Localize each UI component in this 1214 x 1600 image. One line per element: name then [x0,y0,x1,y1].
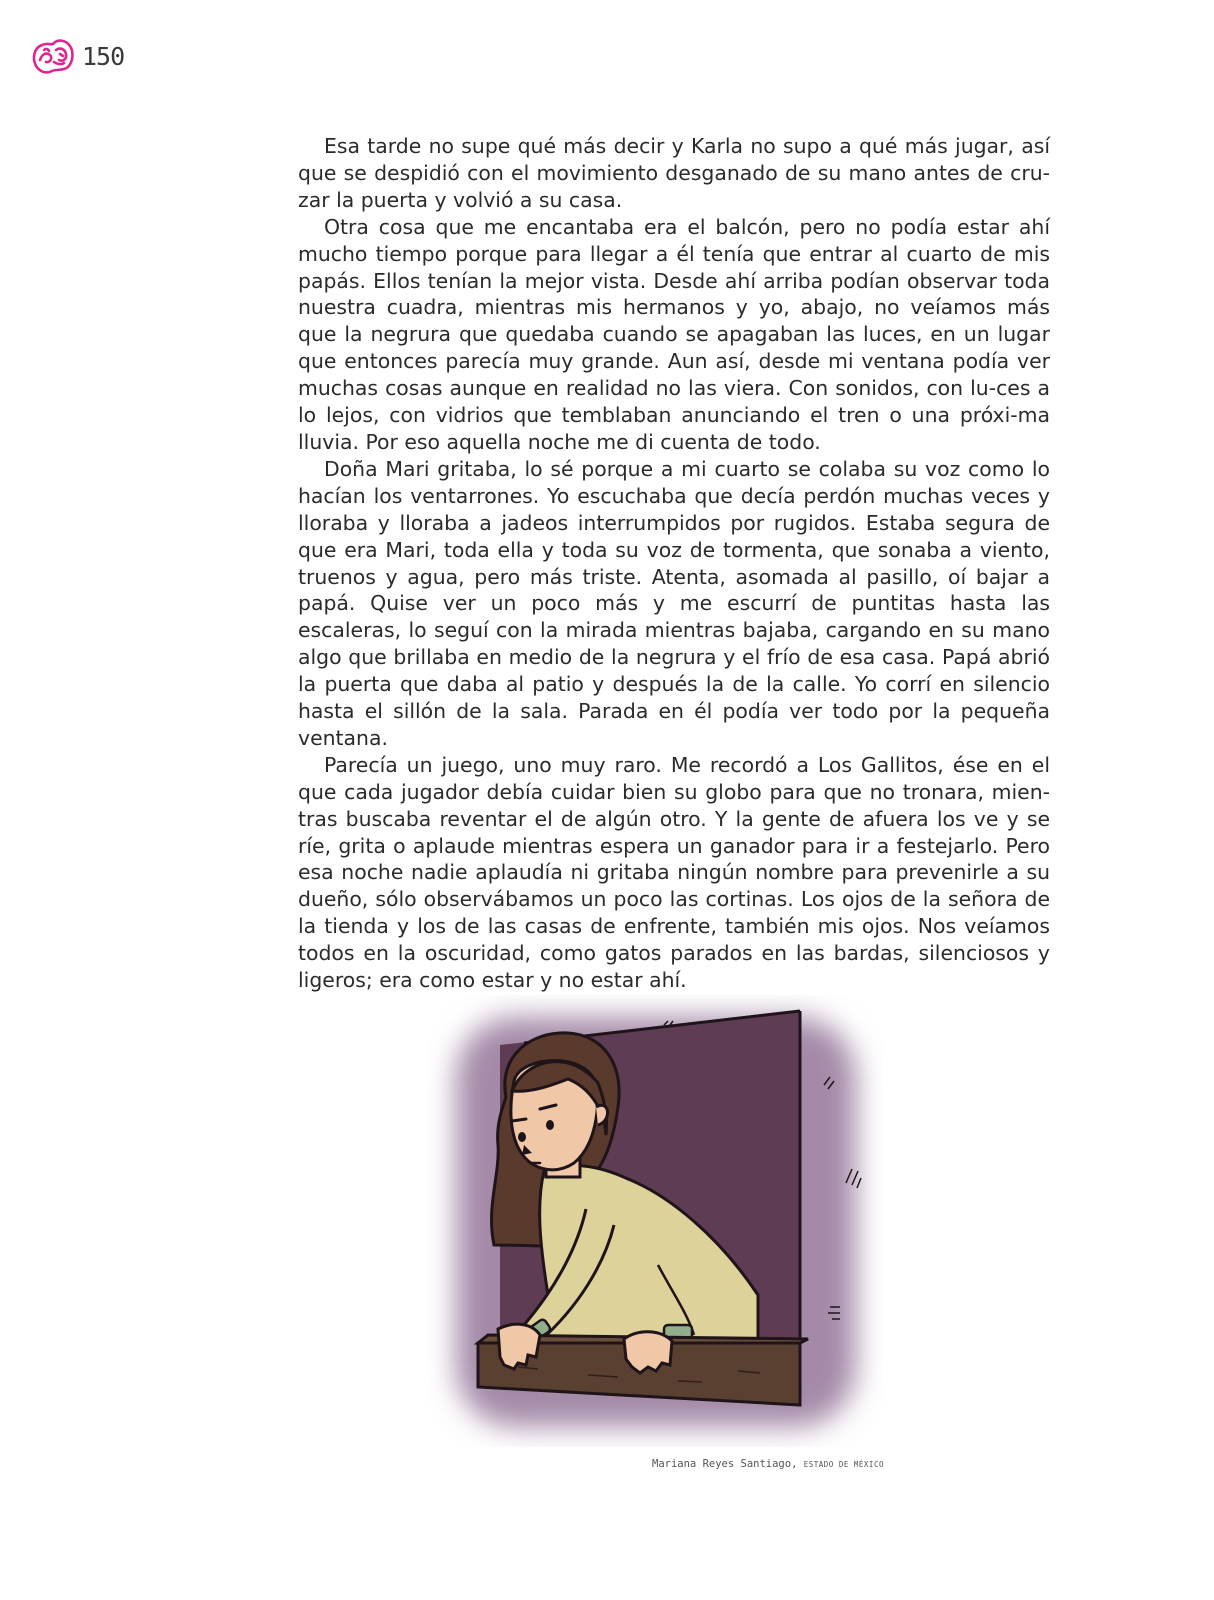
paragraph: Parecía un juego, uno muy raro. Me recordó a Los Gallitos, ése en el que cada jugador debía cuidar bien su globo para que no tronara, mien-tras buscaba reventar el de algún otro. Y la gente de afuera los ve y se ríe, grita o aplaude mientras espera un ganador para ir a festejarlo. Pero esa noche nadie aplaudía ni gritaba ningún nombre para prevenirle a su dueño, sólo observábamos un poco las cortinas. Los ojos de la señora de la tienda y los de las casas de enfrente, también mis ojos. Nos veíamos todos en la oscuridad, como gatos parados en las bardas, silenciosos y ligeros; era como estar y no estar ahí. [298,752,1050,993]
credit-author: Mariana Reyes Santiago, [652,1458,798,1470]
pink-scribble-logo-icon [30,36,76,76]
paragraph: Otra cosa que me encantaba era el balcón, pero no podía estar ahí mucho tiempo porque para llegar a él tenía que entrar al cuarto de mis papás. Ellos tenían la mejor vista. Desde ahí arriba podían observar toda nuestra cuadra, mientras mis hermanos y yo, abajo, no veíamos más que la negrura que quedaba cuando se apagaban las luces, en un lugar que entonces parecía muy grande. Aun así, desde mi ventana podía ver muchas cosas aunque en realidad no las viera. Con sonidos, con lu-ces a lo lejos, con vidrios que temblaban anunciando el tren o una próxi-ma lluvia. Por eso aquella noche me di cuenta de todo. [298,214,1050,454]
credit-place: ESTADO DE MÉXICO [803,1460,884,1469]
paragraph: Doña Mari gritaba, lo sé porque a mi cuarto se colaba su voz como lo hacían los ventarrones. Yo escuchaba que decía perdón muchas veces y lloraba y lloraba a jadeos interrumpidos por rugidos. Estaba segura de que era Mari, toda ella y toda su voz de tormenta, que sonaba a viento, truenos y agua, pero más triste. Atenta, asomada al pasillo, oí bajar a papá. Quise ver un poco más y me escurrí de puntitas hasta las escaleras, lo seguí con la mirada mientras bajaba, cargando en su mano algo que brillaba en medio de la negrura y el frío de esa casa. Papá abrió la puerta que daba al patio y después la de la calle. Yo corrí en silencio hasta el sillón de la sala. Parada en él podía ver todo por la pequeña ventana. [298,456,1050,750]
girl-at-window-illustration [428,995,883,1447]
story-text [298,133,1050,994]
paragraph: Esa tarde no supe qué más decir y Karla no supo a qué más jugar, así que se despidió con el movimiento desganado de su mano antes de cru-zar la puerta y volvió a su casa. [298,134,1050,212]
illustration-credit [652,1458,884,1470]
page-number: 150 [82,41,125,71]
page-header [30,36,124,76]
